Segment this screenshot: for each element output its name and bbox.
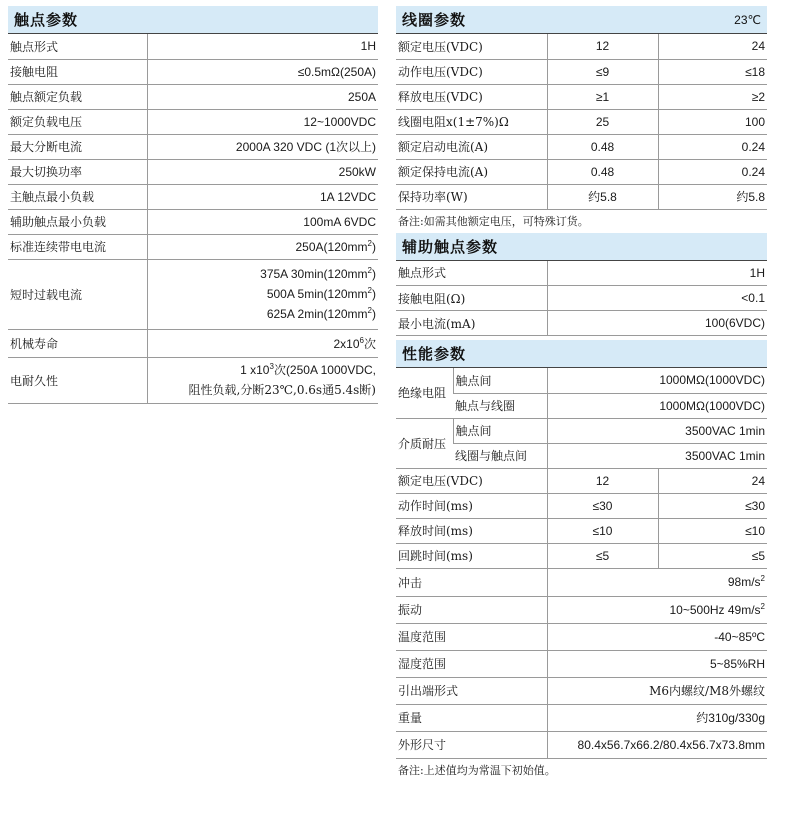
table-row xyxy=(396,59,767,84)
table-row xyxy=(8,34,378,59)
value-24v: 100 xyxy=(658,109,767,134)
row-value: 250kW xyxy=(147,159,378,184)
contact-parameters-panel xyxy=(8,6,378,404)
table-row xyxy=(396,568,767,596)
value-12v: 12 xyxy=(547,34,658,59)
row-value: 2000A 320 VDC (1次以上) xyxy=(147,134,378,159)
table-row xyxy=(396,650,767,677)
row-label: 释放电压(VDC) xyxy=(396,84,547,109)
table-row xyxy=(396,623,767,650)
row-value: 100(6VDC) xyxy=(547,311,767,336)
table-row xyxy=(8,184,378,209)
row-value: $98m/s^2$ xyxy=(547,568,767,596)
coil-parameters-table xyxy=(396,34,767,210)
table-row xyxy=(396,677,767,704)
row-value: 80.4x56.7x66.2/80.4x56.7x73.8mm xyxy=(547,731,767,758)
row-value: 5~85%RH xyxy=(547,650,767,677)
row-value: 10~500Hz $49m/s^2$ xyxy=(547,596,767,623)
row-label: 接触电阻 xyxy=(8,59,147,84)
value-12v: ≥1 xyxy=(547,84,658,109)
row-value: M6内螺纹/M8外螺纹 xyxy=(547,677,767,704)
row-value: $2x10^6$次 xyxy=(147,329,378,357)
row-label: 保持功率(W) xyxy=(396,184,547,209)
performance-note: 备注:上述值均为常温下初始值。 xyxy=(398,763,556,777)
sub-label: 触点与线圈 xyxy=(453,393,547,418)
table-row xyxy=(8,134,378,159)
value-24v: ≥2 xyxy=(658,84,767,109)
row-label: 绝缘电阻 xyxy=(396,368,453,418)
table-row xyxy=(396,261,767,286)
row-value: 1H xyxy=(547,261,767,286)
table-row xyxy=(396,159,767,184)
table-row xyxy=(396,34,767,59)
row-value: 250A xyxy=(147,84,378,109)
sub-label: 线圈与触点间 xyxy=(453,443,547,468)
row-label: 最大切换功率 xyxy=(8,159,147,184)
coil-note: 备注:如需其他额定电压，可特殊订货。 xyxy=(398,214,589,228)
row-label: 外形尺寸 xyxy=(396,731,547,758)
row-value: 100mA 6VDC xyxy=(147,209,378,234)
table-row xyxy=(8,329,378,357)
overload-values: 375A $30\min(120mm^2)$ 500A $5\min(120mm^2)$ 625A $2\min(120mm^2)$ xyxy=(147,259,378,329)
value-24v: 0.24 xyxy=(658,134,767,159)
sub-label: 触点间 xyxy=(453,368,547,393)
table-row xyxy=(396,704,767,731)
table-row xyxy=(396,493,767,518)
value-24v: 约5.8 xyxy=(658,184,767,209)
value-24v: ≤5 xyxy=(658,543,767,568)
row-value: $250A(120mm^2)$ xyxy=(147,234,378,259)
table-row xyxy=(396,286,767,311)
value-12v: ≤10 xyxy=(547,518,658,543)
row-value: ≤0.5mΩ(250A) xyxy=(147,59,378,84)
value-24v: 24 xyxy=(658,34,767,59)
row-label: 温度范围 xyxy=(396,623,547,650)
row-value: 约310g/330g xyxy=(547,704,767,731)
value-12v: 约5.8 xyxy=(547,184,658,209)
row-label: 额定保持电流(A) xyxy=(396,159,547,184)
performance-header xyxy=(396,340,767,368)
contact-parameters-title: 触点参数 xyxy=(14,12,79,29)
row-label: 辅助触点最小负载 xyxy=(8,209,147,234)
value-12v: 0.48 xyxy=(547,134,658,159)
table-row xyxy=(8,109,378,134)
value-12v: 12 xyxy=(547,468,658,493)
row-label: 接触电阻(Ω) xyxy=(396,286,547,311)
row-value: 12~1000VDC xyxy=(147,109,378,134)
coil-parameters-header xyxy=(396,6,767,34)
row-label: 介质耐压 xyxy=(396,418,453,468)
table-row xyxy=(8,259,378,329)
table-row xyxy=(8,84,378,109)
table-row xyxy=(396,109,767,134)
table-row xyxy=(8,209,378,234)
row-value: 3500VAC 1min xyxy=(547,418,767,443)
row-label: 机械寿命 xyxy=(8,329,147,357)
row-label: 额定启动电流(A) xyxy=(396,134,547,159)
row-value: 3500VAC 1min xyxy=(547,443,767,468)
row-label: 引出端形式 xyxy=(396,677,547,704)
row-value: <0.1 xyxy=(547,286,767,311)
row-value: -40~85ºC xyxy=(547,623,767,650)
right-column xyxy=(396,6,767,782)
row-label: 电耐久性 xyxy=(8,357,147,403)
table-row xyxy=(396,731,767,758)
row-label: 触点额定负载 xyxy=(8,84,147,109)
row-label: 动作时间(ms) xyxy=(396,493,547,518)
coil-temperature: 23℃ xyxy=(734,12,761,27)
value-12v: ≤5 xyxy=(547,543,658,568)
row-label: 线圈电阻x(1±7%)Ω xyxy=(396,109,547,134)
row-label: 额定电压(VDC) xyxy=(396,468,547,493)
row-value: 1000MΩ(1000VDC) xyxy=(547,393,767,418)
value-12v: ≤30 xyxy=(547,493,658,518)
table-row xyxy=(8,234,378,259)
row-value: 1A 12VDC xyxy=(147,184,378,209)
table-row xyxy=(396,518,767,543)
table-row xyxy=(396,596,767,623)
table-row xyxy=(396,368,767,393)
table-row xyxy=(396,543,767,568)
value-12v: 25 xyxy=(547,109,658,134)
row-label: 重量 xyxy=(396,704,547,731)
row-label: 主触点最小负载 xyxy=(8,184,147,209)
aux-contact-header xyxy=(396,233,767,261)
table-row xyxy=(396,468,767,493)
row-label: 最小电流(mA) xyxy=(396,311,547,336)
table-row xyxy=(396,311,767,336)
contact-parameters-table xyxy=(8,34,378,404)
value-12v: 0.48 xyxy=(547,159,658,184)
table-row xyxy=(396,418,767,443)
row-label: 短时过载电流 xyxy=(8,259,147,329)
sub-label: 触点间 xyxy=(453,418,547,443)
row-value: 1000MΩ(1000VDC) xyxy=(547,368,767,393)
value-12v: ≤9 xyxy=(547,59,658,84)
elec-life-values: 1 $x10^3$次(250A 1000VDC, 阻性负载,分断23℃,0.6s通5.4s断) xyxy=(147,357,378,403)
coil-parameters-title: 线圈参数 xyxy=(402,12,467,29)
row-label: 额定负载电压 xyxy=(8,109,147,134)
row-label: 动作电压(VDC) xyxy=(396,59,547,84)
value-24v: ≤30 xyxy=(658,493,767,518)
table-row xyxy=(396,84,767,109)
row-value: 1H xyxy=(147,34,378,59)
value-24v: 24 xyxy=(658,468,767,493)
table-row xyxy=(8,357,378,403)
row-label: 触点形式 xyxy=(8,34,147,59)
table-row xyxy=(8,59,378,84)
row-label: 振动 xyxy=(396,596,547,623)
value-24v: ≤10 xyxy=(658,518,767,543)
contact-parameters-header xyxy=(8,6,378,34)
performance-title: 性能参数 xyxy=(402,346,467,363)
value-24v: 0.24 xyxy=(658,159,767,184)
row-label: 触点形式 xyxy=(396,261,547,286)
table-row xyxy=(8,159,378,184)
row-label: 湿度范围 xyxy=(396,650,547,677)
row-label: 冲击 xyxy=(396,568,547,596)
table-row xyxy=(396,134,767,159)
table-row xyxy=(396,184,767,209)
aux-contact-title: 辅助触点参数 xyxy=(402,238,499,256)
row-label: 最大分断电流 xyxy=(8,134,147,159)
row-label: 释放时间(ms) xyxy=(396,518,547,543)
aux-contact-table xyxy=(396,261,767,337)
value-24v: ≤18 xyxy=(658,59,767,84)
row-label: 标准连续带电电流 xyxy=(8,234,147,259)
performance-table xyxy=(396,368,767,759)
row-label: 回跳时间(ms) xyxy=(396,543,547,568)
row-label: 额定电压(VDC) xyxy=(396,34,547,59)
